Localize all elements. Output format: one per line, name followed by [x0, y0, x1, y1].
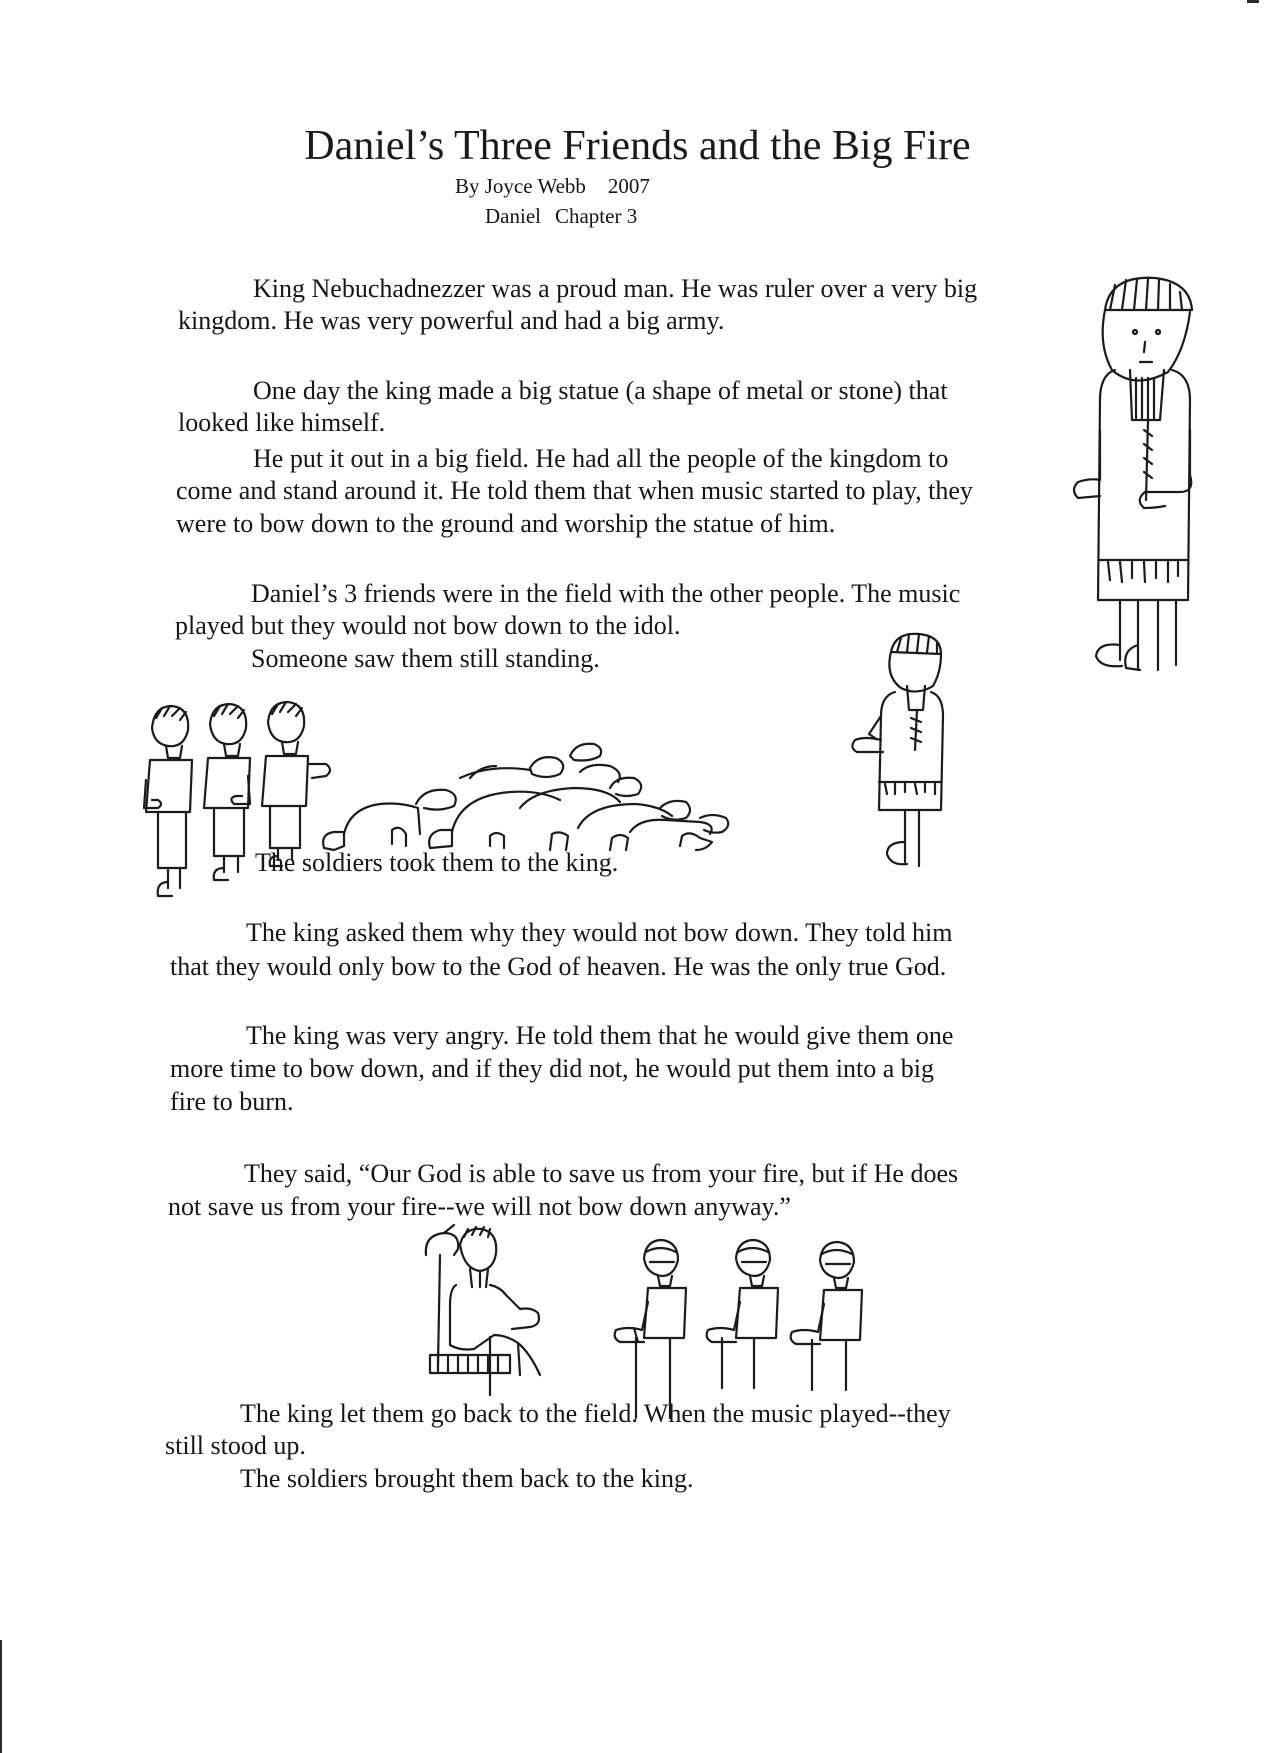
paragraph-line: The soldiers took them to the king. — [255, 848, 619, 877]
paragraph-line: Daniel’s 3 friends were in the field with the other people. The music — [251, 579, 961, 608]
paragraph-line: They said, “Our God is able to save us from your fire, but if He does — [244, 1159, 959, 1188]
paragraph-line: One day the king made a big statue (a shape of metal or stone) that — [253, 376, 948, 405]
paragraph-line: still stood up. — [165, 1431, 306, 1460]
king-statue-illustration — [1060, 270, 1210, 685]
paragraph-line: come and stand around it. He told them that when music started to play, they — [176, 476, 973, 505]
paragraph-line: He put it out in a big field. He had all the people of the kingdom to — [253, 444, 949, 473]
paragraph-line: kingdom. He was very powerful and had a big army. — [178, 306, 725, 335]
paragraph-line: The king asked them why they would not bow down. They told him — [246, 918, 953, 947]
three-friends-before-king-illustration — [600, 1238, 870, 1418]
year: 2007 — [607, 174, 650, 198]
paragraph-line: King Nebuchadnezzer was a proud man. He was ruler over a very big — [253, 274, 978, 303]
paragraph-line: that they would only bow to the God of heaven. He was the only true God. — [170, 952, 947, 981]
bowing-people-icon — [320, 738, 740, 858]
standing-friends-icon — [140, 700, 340, 900]
king-on-throne-illustration — [420, 1225, 560, 1395]
king-standing-illustration — [845, 630, 965, 880]
scan-edge-mark — [0, 1640, 2, 1753]
paragraph-line: The king let them go back to the field. When the music played--they — [240, 1399, 951, 1428]
paragraph-line: were to bow down to the ground and worship the statue of him. — [176, 509, 836, 538]
paragraph-line: more time to bow down, and if they did not, he would put them into a big — [170, 1054, 935, 1083]
scripture-reference — [485, 203, 637, 229]
standing-friends-icon — [600, 1238, 870, 1418]
paragraph-line: The king was very angry. He told them that he would give them one — [246, 1021, 954, 1050]
page-title: Daniel’s Three Friends and the Big Fire — [304, 123, 971, 169]
byline — [455, 173, 650, 199]
book-name: Daniel — [485, 204, 541, 228]
paragraph-line: fire to burn. — [170, 1087, 294, 1116]
paragraph-line: played but they would not bow down to the idol. — [175, 611, 681, 640]
chapter-number: Chapter 3 — [554, 204, 638, 228]
author: By Joyce Webb — [455, 174, 586, 198]
bowing-crowd-illustration — [320, 738, 740, 858]
three-friends-standing-illustration — [140, 700, 340, 900]
paragraph-line: not save us from your fire--we will not bow down anyway.” — [168, 1192, 791, 1221]
scan-edge-mark — [1247, 0, 1259, 3]
paragraph-line: Someone saw them still standing. — [251, 644, 600, 673]
throne-icon — [420, 1225, 560, 1395]
paragraph-line: looked like himself. — [178, 408, 386, 437]
king-figure-icon — [845, 630, 965, 880]
paragraph-line: The soldiers brought them back to the king. — [240, 1464, 694, 1493]
king-figure-icon — [1060, 270, 1210, 685]
